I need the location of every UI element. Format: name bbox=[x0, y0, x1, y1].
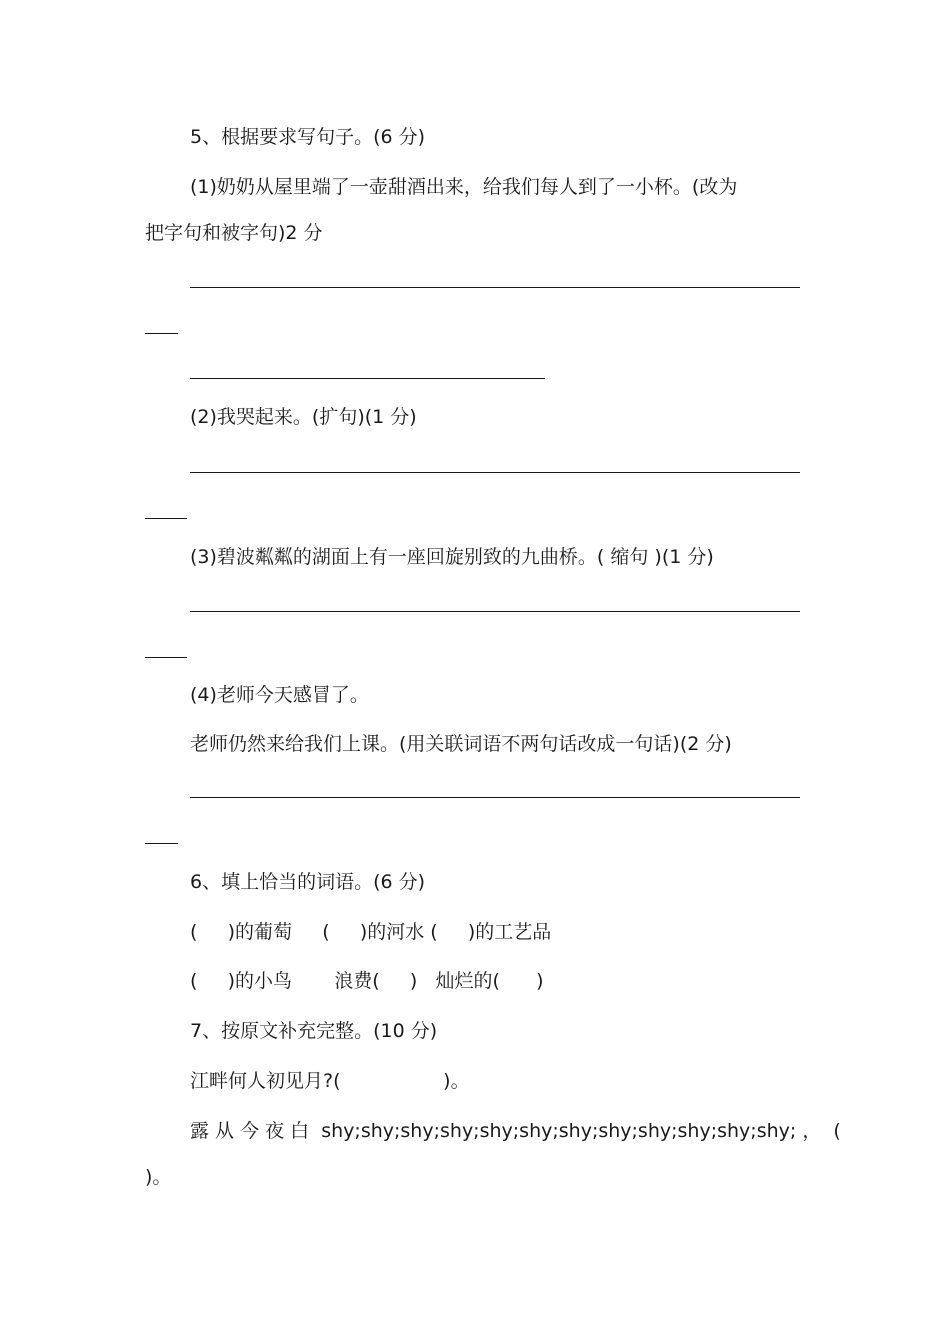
question-7-line-2: 露 从 今 夜 白 shy;shy;shy;shy;shy;shy;shy;shy;shy;shy;shy;shy; ， ( bbox=[190, 1120, 841, 1142]
answer-line bbox=[190, 797, 800, 798]
answer-line-tail bbox=[145, 333, 178, 334]
answer-line bbox=[190, 287, 800, 288]
answer-line-tail bbox=[145, 518, 187, 519]
question-5-4-instruction: 老师仍然来给我们上课。(用关联词语不两句话改成一句话)(2 分) bbox=[190, 733, 732, 755]
answer-line-tail bbox=[145, 843, 178, 844]
answer-line bbox=[190, 611, 800, 612]
question-5-1-text-cont: 把字句和被字句)2 分 bbox=[145, 222, 323, 244]
question-6-row-1: ( )的葡萄 ( )的河水 ( )的工艺品 bbox=[190, 921, 552, 943]
question-5-4-text: (4)老师今天感冒了。 bbox=[190, 684, 369, 706]
question-5-heading: 5、根据要求写句子。(6 分) bbox=[190, 126, 426, 148]
question-6-row-2: ( )的小鸟 浪费( ) 灿烂的( ) bbox=[190, 970, 544, 992]
question-7-line-1: 江畔何人初见月?( )。 bbox=[190, 1070, 470, 1092]
question-5-3-text: (3)碧波粼粼的湖面上有一座回旋别致的九曲桥。( 缩句 )(1 分) bbox=[190, 546, 714, 568]
question-7-line-3: )。 bbox=[145, 1166, 172, 1188]
question-5-1-text: (1)奶奶从屋里端了一壶甜酒出来，给我们每人到了一小杯。(改为 bbox=[190, 176, 738, 198]
question-7-heading: 7、按原文补充完整。(10 分) bbox=[190, 1020, 438, 1042]
question-5-2-text: (2)我哭起来。(扩句)(1 分) bbox=[190, 406, 417, 428]
answer-line bbox=[190, 378, 545, 379]
question-6-heading: 6、填上恰当的词语。(6 分) bbox=[190, 871, 426, 893]
answer-line-tail bbox=[145, 657, 187, 658]
answer-line bbox=[190, 472, 800, 473]
